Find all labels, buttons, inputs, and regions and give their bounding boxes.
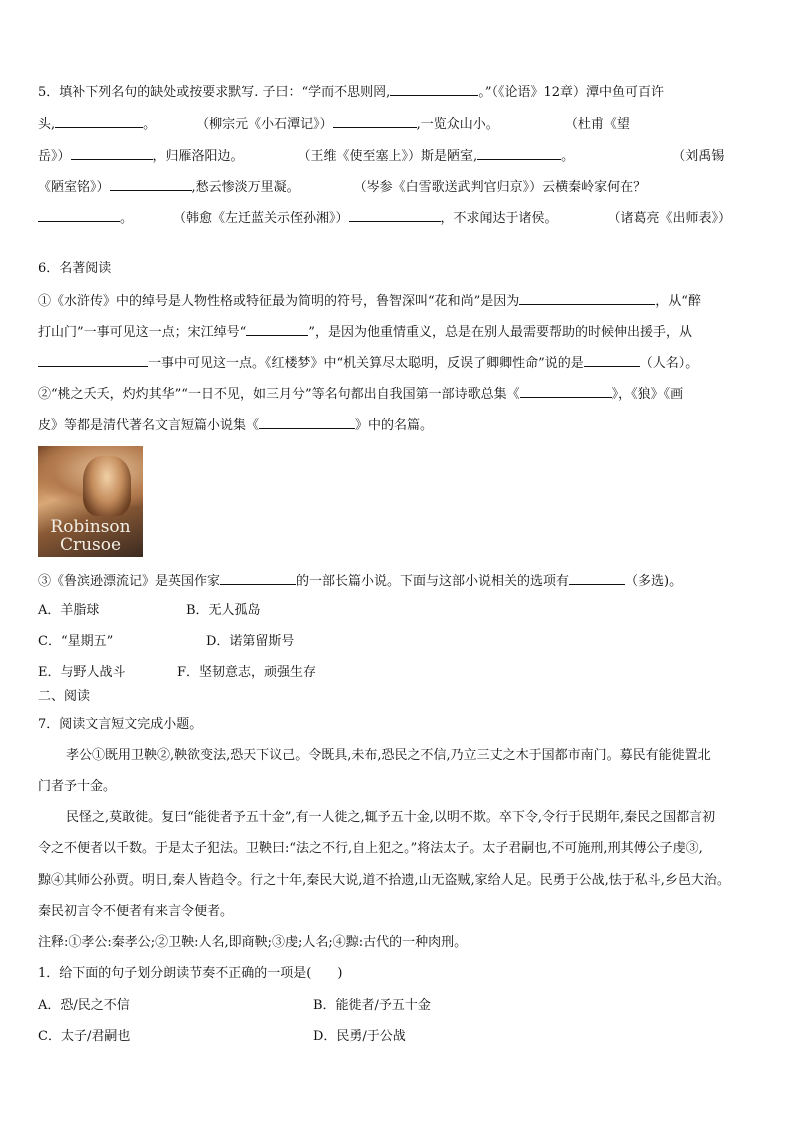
q5-text: （王维《使至塞上》）斯是陋室, [297,149,478,164]
robinson-crusoe-cover-image [38,446,143,557]
option-f[interactable]: F．坚韧意志，顽强生存 [177,665,317,680]
q5-source: （韩愈《左迁蓝关示侄孙湘》） [173,211,349,226]
q5-source: （刘禹锡 [672,149,725,164]
q5-text: 。”（《论语》12章）潭中鱼可百许 [478,85,665,100]
answer-blank[interactable] [477,146,561,160]
q6-options-row-1 [38,602,261,620]
answer-blank[interactable] [220,571,296,585]
q7-choices-row-2 [38,1028,406,1046]
q5-line-2 [38,114,630,134]
q5-text: ,愁云惨淡万里凝。 [191,180,300,195]
answer-blank[interactable] [38,208,120,222]
q7-subquestion-1: 1．给下面的句子划分朗读节奏不正确的一项是( ) [38,966,343,981]
answer-blank[interactable] [569,571,625,585]
cover-title-line-2: Crusoe [59,535,122,555]
q6-text: ①《水浒传》中的绰号是人物性格或特征最为简明的符号，鲁智深叫“花和尚”是因为 [38,294,520,309]
q6-text: 打山门”一事可见这一点；宋江绰号“ [38,325,247,340]
q5-text: ,一览众山小。 [416,117,499,132]
answer-blank[interactable] [38,353,148,367]
q6-text: （人名）。 [639,356,699,371]
q5-line-5 [38,208,731,228]
cover-figure [83,456,131,516]
answer-blank[interactable] [519,291,655,305]
q6-text: （多选)。 [625,574,683,589]
q6-text: ，从“醉 [655,294,701,309]
q7-title: 7．阅读文言短文完成小题。 [38,717,203,732]
q6-line-2 [38,322,692,342]
answer-blank[interactable] [259,415,355,429]
cover-title-line-1: Robinson [50,517,131,537]
q7-passage-line: 门者予十金。 [38,779,117,794]
q6-title: 6．名著阅读 [38,261,112,276]
q5-text: 。 [561,149,575,164]
q7-passage-line: 秦民初言令不便者有来言令便者。 [38,904,234,919]
q6-options-row-3 [38,664,316,682]
q5-text: 5．填补下列名句的缺处或按要求默写. 子曰：“学而不思则罔, [38,85,391,100]
q7-passage-line: 民怪之,莫敢徙。复曰“能徙者予五十金”,有一人徙之,辄予五十金,以明不欺。卒下令,令行于民期年,秦民之国都言初 [66,810,716,825]
answer-blank[interactable] [584,353,640,367]
choice-b[interactable]: B．能徙者/予五十金 [313,998,431,1013]
q5-text: ，归雁洛阳边。 [152,149,244,164]
q5-source: 《陋室铭》） [38,180,110,195]
choice-c[interactable]: C．太子/君嗣也 [38,1029,131,1044]
q7-choices-row-1 [38,997,431,1015]
q5-source: （柳宗元《小石潭记》） [196,117,333,132]
choice-a[interactable]: A．恐/民之不信 [38,998,130,1013]
option-a[interactable]: A．羊脂球 [38,603,100,618]
answer-blank[interactable] [110,177,192,191]
q6-text: ②“桃之夭夭，灼灼其华”“一日不见，如三月兮”等名句都出自我国第一部诗歌总集《 [38,387,520,402]
q6-text: 的一部长篇小说。下面与这部小说相关的选项有 [296,574,570,589]
q5-text: 。 [120,211,134,226]
q5-line-1 [38,82,664,102]
q5-source: （诸葛亮《出师表》） [607,211,732,226]
q5-text: （岑参《白雪歌送武判官归京》）云横秦岭家何在？ [353,180,647,195]
option-d[interactable]: D．诺第留斯号 [206,634,295,649]
q6-line-5 [38,415,433,435]
q5-text: 。 [143,117,157,132]
q6-options-row-2 [38,633,294,651]
q6-line-4 [38,384,683,404]
q5-line-3 [38,146,724,166]
answer-blank[interactable] [390,82,478,96]
q6-text: 》中的名篇。 [355,418,434,433]
answer-blank[interactable] [520,384,612,398]
answer-blank[interactable] [333,114,417,128]
q6-line-1 [38,291,701,311]
q5-line-4 [38,177,646,197]
choice-d[interactable]: D．民勇/于公战 [313,1029,406,1044]
q6-line-3 [38,353,698,373]
q7-passage-line: 黥④其师公孙贾。明日,秦人皆趋令。行之十年,秦民大说,道不拾遗,山无盗贼,家给人足。民勇于公战,怯于私斗,乡邑大治。 [38,873,730,888]
q6-text: ③《鲁滨逊漂流记》是英国作家 [38,574,221,589]
q7-notes: 注释:①孝公:秦孝公;②卫鞅:人名,即商鞅;③虔;人名;④黥:古代的一种肉刑。 [38,935,468,950]
q7-passage-line: 孝公①既用卫鞅②,鞅欲变法,恐天下议己。令既具,未布,恐民之不信,乃立三丈之木于国都市南门。募民有能徙置北 [66,748,711,763]
q6-text: ”，是因为他重情重义，总是在别人最需要帮助的时候伸出援手，从 [308,325,692,340]
q6-text: 一事中可见这一点。《红楼梦》中“机关算尽太聪明，反误了卿卿性命”说的是 [148,356,584,371]
answer-blank[interactable] [71,146,153,160]
answer-blank[interactable] [246,322,308,336]
q6-text: 》，《狼》《画 [611,387,684,402]
q6-line-6 [38,571,682,591]
option-e[interactable]: E．与野人战斗 [38,665,126,680]
answer-blank[interactable] [55,114,143,128]
option-c[interactable]: C．“星期五” [38,634,114,649]
q5-source: 岳》） [38,149,71,164]
q6-text: 皮》等都是清代著名文言短篇小说集《 [38,418,260,433]
q5-source: （杜甫《望 [564,117,630,132]
q7-passage-line: 令之不便者以千数。于是太子犯法。卫鞅曰:“法之不行,自上犯之。”将法太子。太子君嗣也,不可施刑,刑其傅公子虔③, [38,841,703,856]
section-heading: 二、阅读 [38,689,91,704]
answer-blank[interactable] [349,208,441,222]
option-b[interactable]: B．无人孤岛 [186,603,261,618]
q5-text: 头, [38,117,56,132]
q5-text: ，不求闻达于诸侯。 [440,211,558,226]
